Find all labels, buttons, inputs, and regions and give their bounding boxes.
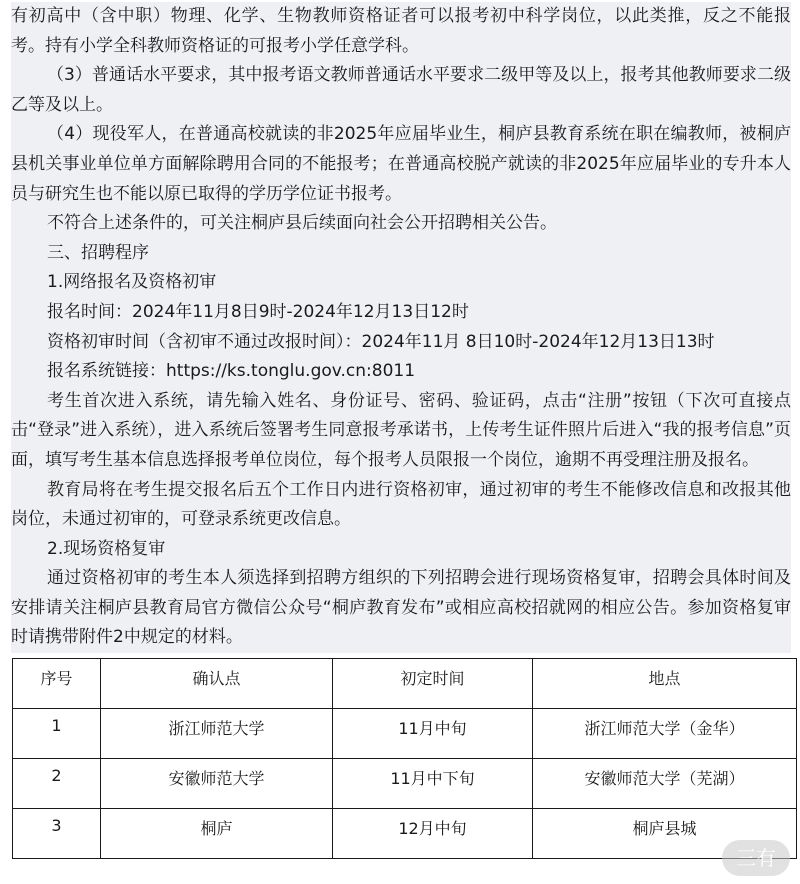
registration-system-link: 报名系统链接：https://ks.tonglu.gov.cn:8011	[47, 361, 416, 382]
preliminary-review-time: 资格初审时间（含初审不通过改报时间）：2024年11月 8日10时-2024年12月13日13时	[47, 331, 715, 352]
cell-location: 安徽师范大学（芜湖）	[533, 759, 797, 809]
cell-location: 桐庐县城	[533, 809, 797, 859]
header-scheduled-time: 初定时间	[333, 659, 533, 709]
cell-serial-number: 1	[13, 709, 101, 759]
header-confirmation-point: 确认点	[101, 659, 333, 709]
table-row	[13, 759, 797, 809]
section-heading-procedure: 三、招聘程序	[47, 242, 149, 263]
subheading-onsite-review: 2.现场资格复审	[47, 538, 166, 559]
table-header-row	[13, 659, 797, 709]
cell-confirmation-point: 安徽师范大学	[101, 759, 333, 809]
header-location: 地点	[533, 659, 797, 709]
paragraph-registration-steps: 考生首次进入系统，请先输入姓名、身份证号、密码、验证码，点击“注册”按钮（下次可直接点击“登录”进入系统），进入系统后签署考生同意报考承诺书，上传考生证件照片后进入“我的报考信息”页面，填写考生基本信息选择报考单位岗位，每个报考人员限报一个岗位，逾期不再受理注册及报名。	[11, 390, 791, 470]
cell-scheduled-time: 11月中下旬	[333, 759, 533, 809]
header-serial-number: 序号	[13, 659, 101, 709]
cell-confirmation-point: 浙江师范大学	[101, 709, 333, 759]
cell-serial-number: 2	[13, 759, 101, 809]
paragraph-mandarin-requirement: （3）普通话水平要求，其中报考语文教师普通话水平要求二级甲等及以上，报考其他教师要求二级乙等及以上。	[11, 65, 791, 115]
paragraph-qualification-continued: 有初高中（含中职）物理、化学、生物教师资格证者可以报考初中科学岗位，以此类推，反之不能报考。持有小学全科教师资格证的可报考小学任意学科。	[11, 6, 791, 56]
paragraph-other-recruitment: 不符合上述条件的，可关注桐庐县后续面向社会公开招聘相关公告。	[47, 213, 557, 234]
cell-serial-number: 3	[13, 809, 101, 859]
cell-confirmation-point: 桐庐	[101, 809, 333, 859]
subheading-online-registration: 1.网络报名及资格初审	[47, 272, 217, 293]
recruitment-schedule-table	[12, 658, 797, 859]
cell-scheduled-time: 11月中旬	[333, 709, 533, 759]
paragraph-onsite-review-details: 通过资格初审的考生本人须选择到招聘方组织的下列招聘会进行现场资格复审，招聘会具体时间及安排请关注桐庐县教育局官方微信公众号“桐庐教育发布”或相应高校招就网的相应公告。参加资格复审时请携带附件2中规定的材料。	[11, 568, 791, 648]
watermark-logo: 三有	[722, 840, 790, 876]
paragraph-ineligible-applicants: （4）现役军人，在普通高校就读的非2025年应届毕业生，桐庐县教育系统在职在编教师，被桐庐县机关事业单位单方面解除聘用合同的不能报考；在普通高校脱产就读的非2025年应届毕业的专升本人员与研究生也不能以原已取得的学历学位证书报考。	[11, 124, 791, 204]
registration-time: 报名时间：2024年11月8日9时-2024年12月13日12时	[47, 301, 469, 322]
document-body-text	[11, 2, 791, 653]
table-row	[13, 709, 797, 759]
table-row	[13, 809, 797, 859]
paragraph-review-notice: 教育局将在考生提交报名后五个工作日内进行资格初审，通过初审的考生不能修改信息和改报其他岗位，未通过初审的，可登录系统更改信息。	[11, 479, 791, 530]
cell-location: 浙江师范大学（金华）	[533, 709, 797, 759]
cell-scheduled-time: 12月中旬	[333, 809, 533, 859]
